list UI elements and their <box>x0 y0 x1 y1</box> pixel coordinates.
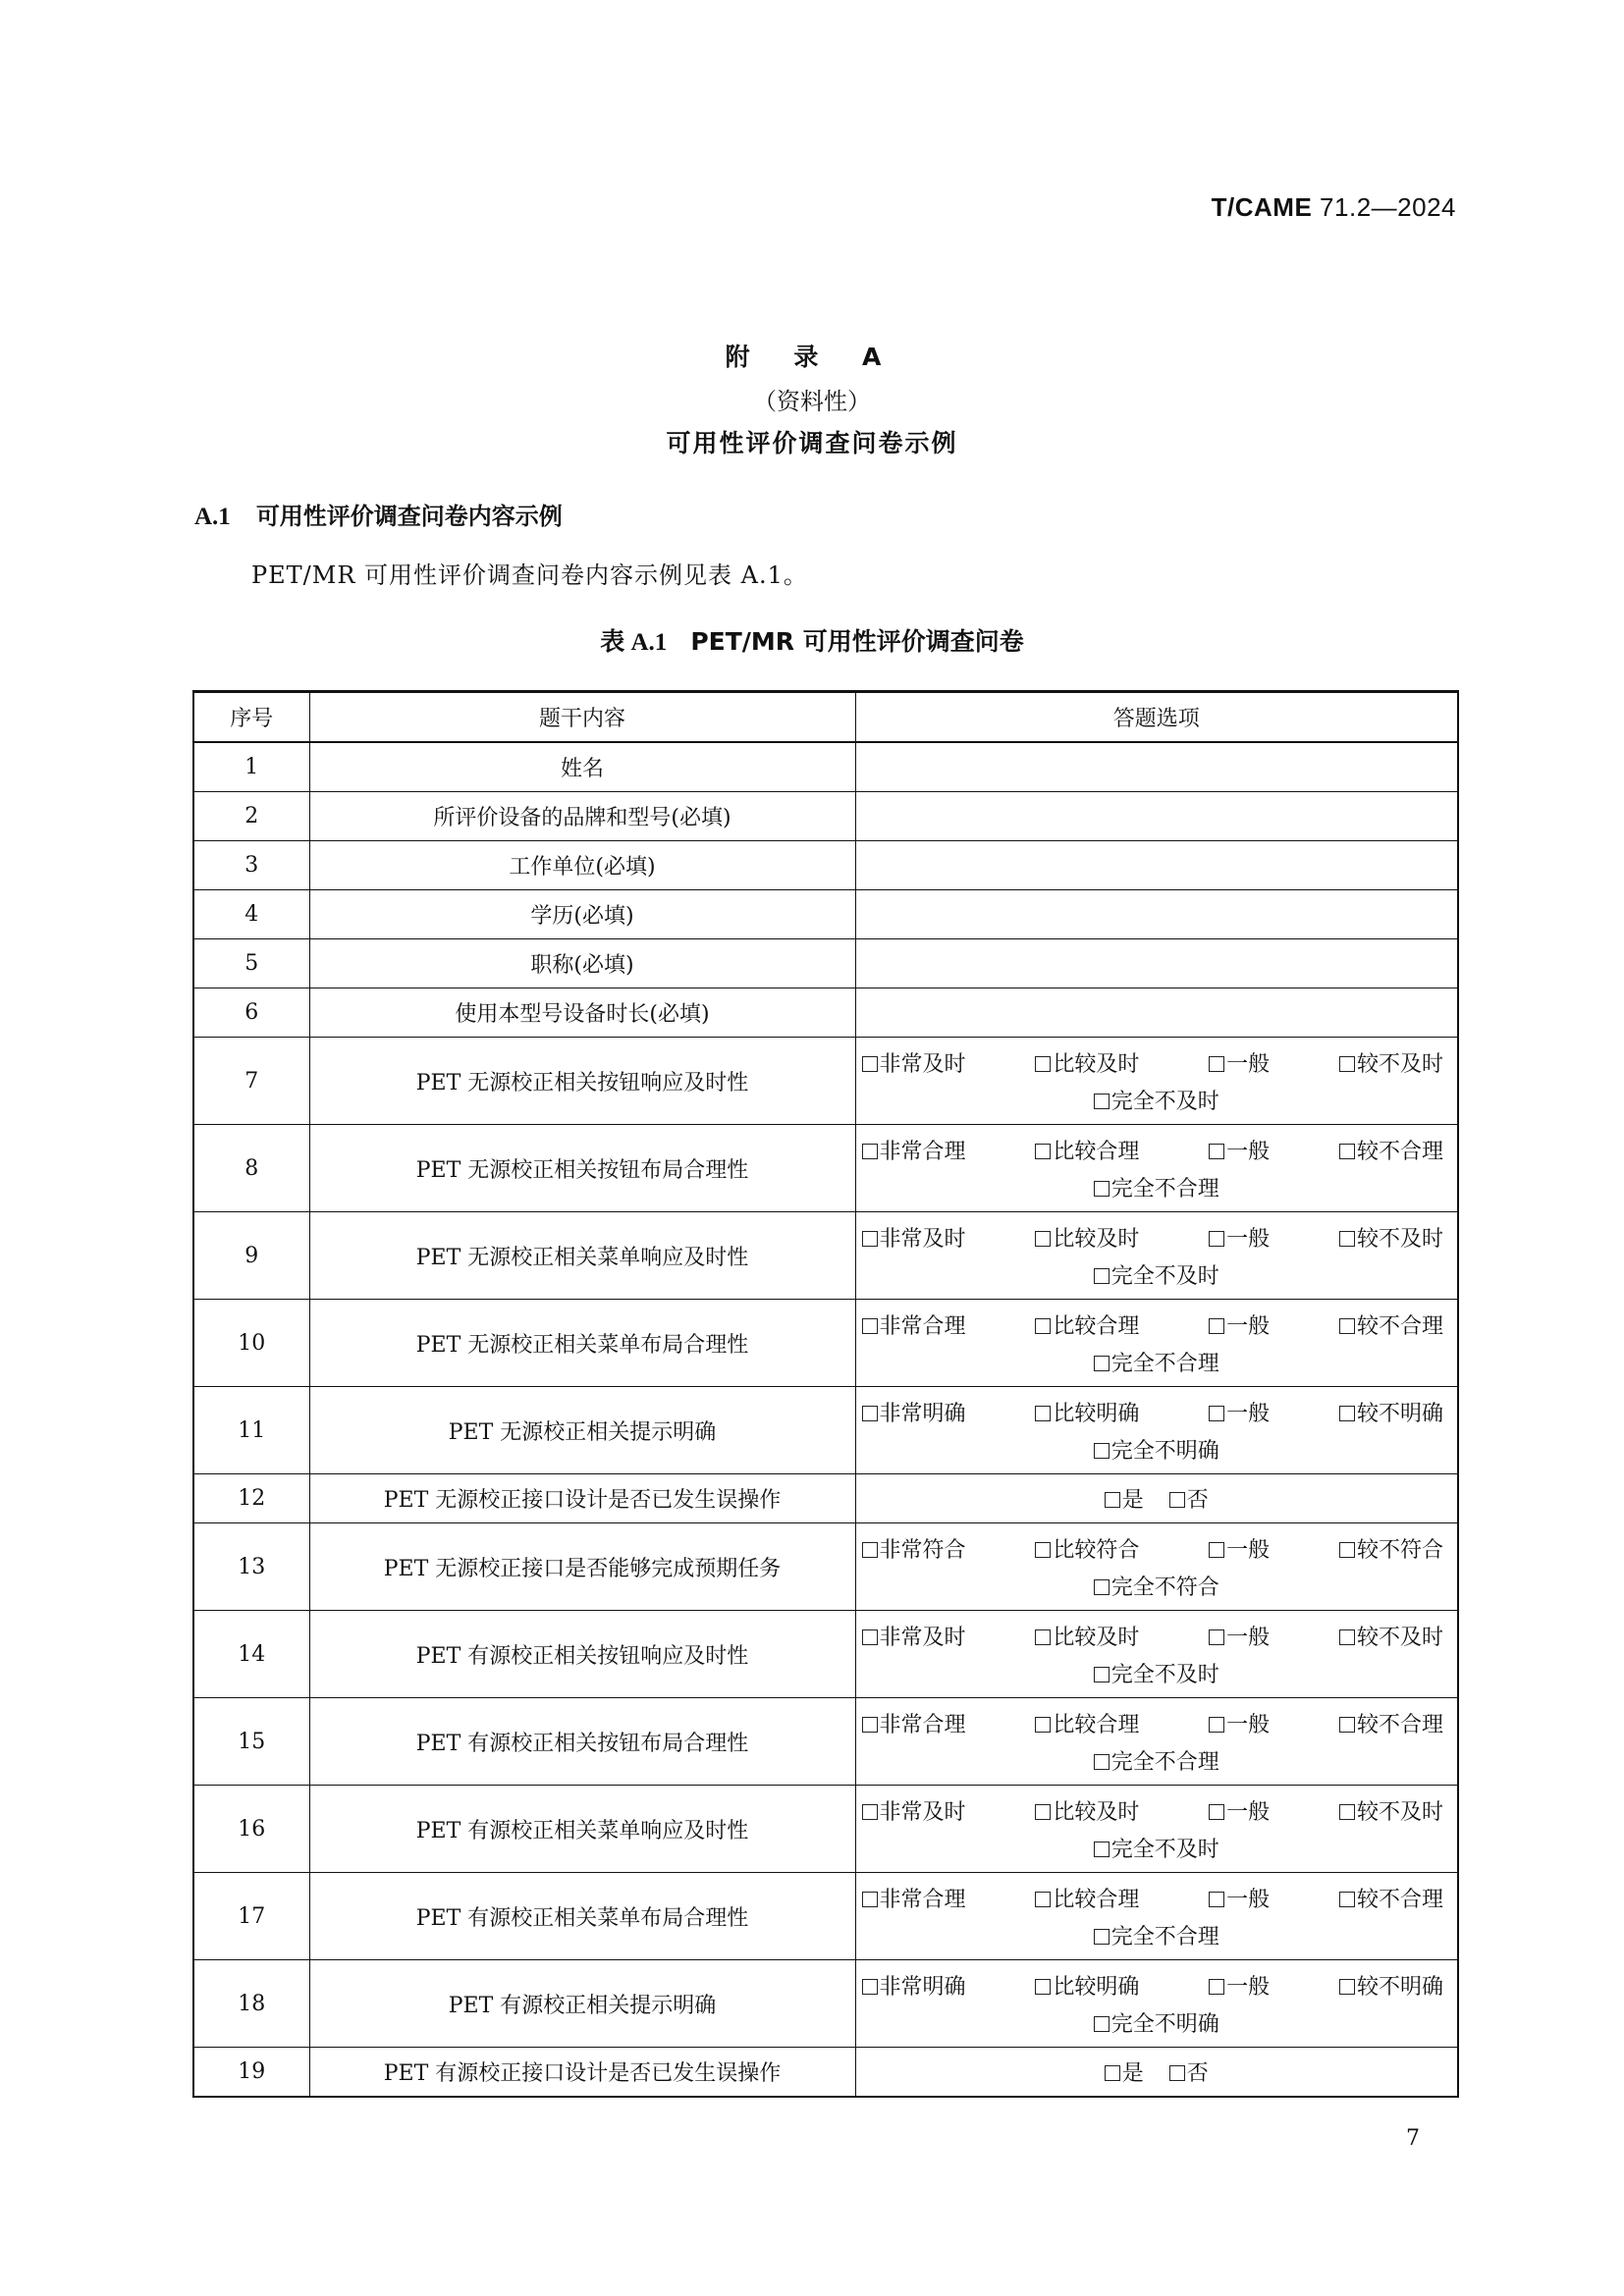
checkbox-icon[interactable] <box>1094 1579 1110 1595</box>
row-answer-options <box>855 1038 1458 1125</box>
row-question: PET 无源校正相关提示明确 <box>309 1387 855 1474</box>
checkbox-icon[interactable] <box>1209 1231 1224 1247</box>
section-heading <box>194 497 563 531</box>
option-label: 一般 <box>1226 1401 1271 1426</box>
row-answer-options <box>855 1786 1458 1873</box>
option-label: 非常及时 <box>879 1051 966 1077</box>
table-row <box>193 1786 1458 1873</box>
option-label: 非常符合 <box>879 1537 966 1563</box>
section-number: A.1 <box>194 504 231 530</box>
row-serial: 11 <box>193 1387 309 1474</box>
answer-option[interactable] <box>1339 1533 1443 1564</box>
option-label: 是 <box>1121 1488 1144 1513</box>
option-label: 完全不明确 <box>1110 2011 1219 2037</box>
option-label: 一般 <box>1226 1139 1271 1164</box>
answer-option[interactable] <box>1339 1621 1443 1651</box>
option-label: 一般 <box>1226 1799 1271 1825</box>
checkbox-icon[interactable] <box>1035 1717 1051 1733</box>
options-line <box>856 1047 1458 1078</box>
answer-option[interactable] <box>1339 1708 1443 1738</box>
option-label: 非常明确 <box>879 1974 966 2000</box>
option-label: 较不合理 <box>1356 1887 1443 1912</box>
option-label: 比较及时 <box>1053 1051 1140 1077</box>
options-line <box>856 1397 1458 1427</box>
row-serial: 8 <box>193 1125 309 1212</box>
row-question: 使用本型号设备时长(必填) <box>309 988 855 1038</box>
header-serial: 序号 <box>193 692 309 743</box>
answer-option[interactable] <box>1169 1483 1209 1514</box>
row-answer-options <box>855 1387 1458 1474</box>
options-line <box>856 1708 1458 1738</box>
answer-option[interactable] <box>1094 1925 1219 1949</box>
checkbox-icon[interactable] <box>862 1629 878 1645</box>
checkbox-icon[interactable] <box>862 1804 878 1820</box>
checkbox-icon[interactable] <box>862 1231 878 1247</box>
option-label: 较不及时 <box>1356 1625 1443 1650</box>
answer-option[interactable] <box>1209 1533 1270 1564</box>
row-serial: 7 <box>193 1038 309 1125</box>
checkbox-icon[interactable] <box>1339 1542 1355 1558</box>
option-label: 非常明确 <box>879 1401 966 1426</box>
options-line <box>856 2007 1458 2038</box>
checkbox-icon[interactable] <box>1094 1667 1110 1682</box>
options-line <box>856 1172 1458 1202</box>
checkbox-icon[interactable] <box>1209 1804 1224 1820</box>
row-serial: 1 <box>193 742 309 792</box>
row-answer-options <box>855 2048 1458 2098</box>
row-serial: 6 <box>193 988 309 1038</box>
checkbox-icon[interactable] <box>1035 1056 1051 1072</box>
standard-number: 71.2—2024 <box>1320 192 1456 222</box>
option-label: 较不合理 <box>1356 1712 1443 1737</box>
option-label: 是 <box>1121 2061 1144 2086</box>
checkbox-icon[interactable] <box>1169 1492 1185 1508</box>
answer-option[interactable] <box>1094 1352 1219 1376</box>
options-line <box>856 1883 1458 1913</box>
answer-option[interactable] <box>1339 1795 1443 1826</box>
answer-option[interactable] <box>1105 1483 1144 1514</box>
option-label: 较不及时 <box>1356 1799 1443 1825</box>
checkbox-icon[interactable] <box>862 1542 878 1558</box>
row-serial: 19 <box>193 2048 309 2098</box>
checkbox-icon[interactable] <box>1035 1629 1051 1645</box>
options-line <box>856 1533 1458 1564</box>
row-serial: 9 <box>193 1212 309 1300</box>
row-question: PET 有源校正相关菜单响应及时性 <box>309 1786 855 1873</box>
answer-option[interactable] <box>1339 1397 1443 1427</box>
checkbox-icon[interactable] <box>1169 2065 1185 2081</box>
option-label: 非常及时 <box>879 1226 966 1252</box>
answer-option[interactable] <box>1339 1970 1443 2001</box>
header-options: 答题选项 <box>855 692 1458 743</box>
option-label: 较不明确 <box>1356 1401 1443 1426</box>
answer-option[interactable] <box>1094 1663 1219 1687</box>
answer-option[interactable] <box>1209 1795 1270 1826</box>
option-label: 一般 <box>1226 1974 1271 2000</box>
options-line <box>856 1571 1458 1601</box>
row-answer-options <box>855 1611 1458 1698</box>
page-number: 7 <box>1406 2126 1420 2151</box>
option-label: 较不及时 <box>1356 1226 1443 1252</box>
body-paragraph: PET/MR 可用性评价调查问卷内容示例见表 A.1。 <box>251 561 808 589</box>
answer-option[interactable] <box>1035 1533 1139 1564</box>
row-answer-options <box>855 1873 1458 1960</box>
options-line <box>856 1621 1458 1651</box>
answer-option[interactable] <box>1035 1970 1139 2001</box>
option-label: 非常合理 <box>879 1712 966 1737</box>
options-line <box>856 1085 1458 1115</box>
row-answer-options <box>855 742 1458 792</box>
option-label: 完全不合理 <box>1110 1924 1219 1949</box>
table-row <box>193 841 1458 890</box>
answer-option[interactable] <box>1209 1309 1270 1340</box>
answer-option[interactable] <box>1094 1750 1219 1775</box>
option-label: 完全不及时 <box>1110 1263 1219 1289</box>
answer-option[interactable] <box>1339 1222 1443 1253</box>
row-question: 姓名 <box>309 742 855 792</box>
option-label: 一般 <box>1226 1887 1271 1912</box>
checkbox-icon[interactable] <box>1339 1318 1355 1334</box>
table-row <box>193 1960 1458 2048</box>
row-question: PET 无源校正相关按钮布局合理性 <box>309 1125 855 1212</box>
answer-option[interactable] <box>1094 2012 1219 2037</box>
answer-option[interactable] <box>1339 1135 1443 1165</box>
answer-option[interactable] <box>1339 1047 1443 1078</box>
options-line <box>856 1135 1458 1165</box>
answer-option[interactable] <box>1035 1222 1139 1253</box>
table-row <box>193 1125 1458 1212</box>
answer-option[interactable] <box>1209 1397 1270 1427</box>
checkbox-icon[interactable] <box>1035 1406 1051 1421</box>
option-label: 一般 <box>1226 1226 1271 1252</box>
option-label: 完全不及时 <box>1110 1837 1219 1862</box>
checkbox-icon[interactable] <box>1209 1056 1224 1072</box>
answer-option[interactable] <box>1035 1047 1139 1078</box>
answer-option[interactable] <box>1094 1439 1219 1464</box>
answer-option[interactable] <box>1035 1708 1139 1738</box>
answer-option[interactable] <box>1035 1309 1139 1340</box>
row-serial: 16 <box>193 1786 309 1873</box>
option-label: 较不符合 <box>1356 1537 1443 1563</box>
row-question: PET 有源校正相关提示明确 <box>309 1960 855 2048</box>
answer-option[interactable] <box>1094 1264 1219 1289</box>
row-question: PET 有源校正相关按钮布局合理性 <box>309 1698 855 1786</box>
checkbox-icon[interactable] <box>862 1056 878 1072</box>
answer-option[interactable] <box>1209 1047 1270 1078</box>
table-row <box>193 1300 1458 1387</box>
checkbox-icon[interactable] <box>1094 1754 1110 1770</box>
row-question: 所评价设备的品牌和型号(必填) <box>309 792 855 841</box>
answer-option[interactable] <box>1209 1621 1270 1651</box>
option-label: 较不合理 <box>1356 1313 1443 1339</box>
option-label: 比较及时 <box>1053 1226 1140 1252</box>
checkbox-icon[interactable] <box>1339 1892 1355 1907</box>
table-row <box>193 742 1458 792</box>
row-question: PET 有源校正相关按钮响应及时性 <box>309 1611 855 1698</box>
option-label: 非常及时 <box>879 1799 966 1825</box>
answer-option[interactable] <box>862 1047 966 1078</box>
answer-option[interactable] <box>1209 1222 1270 1253</box>
option-label: 完全不明确 <box>1110 1438 1219 1464</box>
option-label: 否 <box>1186 1488 1209 1513</box>
checkbox-icon[interactable] <box>1209 1717 1224 1733</box>
row-serial: 12 <box>193 1474 309 1523</box>
checkbox-icon[interactable] <box>1094 1356 1110 1371</box>
answer-option[interactable] <box>862 1708 966 1738</box>
checkbox-icon[interactable] <box>862 1979 878 1995</box>
table-caption-title: PET/MR 可用性评价调查问卷 <box>690 627 1024 656</box>
checkbox-icon[interactable] <box>1035 1979 1051 1995</box>
table-row <box>193 1474 1458 1523</box>
row-question: PET 无源校正接口是否能够完成预期任务 <box>309 1523 855 1611</box>
row-question: 学历(必填) <box>309 890 855 939</box>
row-answer-options <box>855 841 1458 890</box>
table-row <box>193 1387 1458 1474</box>
answer-option[interactable] <box>1035 1883 1139 1913</box>
option-label: 非常合理 <box>879 1313 966 1339</box>
answer-option[interactable] <box>1209 1135 1270 1165</box>
row-answer-options <box>855 792 1458 841</box>
options-line <box>856 1347 1458 1377</box>
option-label: 比较明确 <box>1053 1974 1140 2000</box>
checkbox-icon[interactable] <box>862 1717 878 1733</box>
row-answer-options <box>855 890 1458 939</box>
table-row <box>193 1212 1458 1300</box>
row-question: PET 有源校正相关菜单布局合理性 <box>309 1873 855 1960</box>
option-label: 一般 <box>1226 1313 1271 1339</box>
row-question: PET 有源校正接口设计是否已发生误操作 <box>309 2048 855 2098</box>
checkbox-icon[interactable] <box>1339 1979 1355 1995</box>
option-label: 完全不合理 <box>1110 1351 1219 1376</box>
answer-option[interactable] <box>862 1222 966 1253</box>
options-line <box>856 1222 1458 1253</box>
option-label: 非常合理 <box>879 1139 966 1164</box>
checkbox-icon[interactable] <box>862 1144 878 1159</box>
options-line <box>856 1920 1458 1950</box>
answer-option[interactable] <box>862 1795 966 1826</box>
checkbox-icon[interactable] <box>1105 1492 1120 1508</box>
row-serial: 3 <box>193 841 309 890</box>
checkbox-icon[interactable] <box>1209 1629 1224 1645</box>
option-label: 一般 <box>1226 1051 1271 1077</box>
options-line <box>856 1745 1458 1776</box>
row-serial: 14 <box>193 1611 309 1698</box>
option-label: 比较合理 <box>1053 1139 1140 1164</box>
option-label: 否 <box>1186 2061 1209 2086</box>
checkbox-icon[interactable] <box>1209 1318 1224 1334</box>
checkbox-icon[interactable] <box>862 1892 878 1907</box>
answer-option[interactable] <box>1094 1575 1219 1600</box>
answer-option[interactable] <box>862 1397 966 1427</box>
options-line <box>856 1309 1458 1340</box>
option-label: 较不明确 <box>1356 1974 1443 2000</box>
option-label: 完全不及时 <box>1110 1662 1219 1687</box>
checkbox-icon[interactable] <box>1339 1231 1355 1247</box>
options-line <box>856 1795 1458 1826</box>
answer-option[interactable] <box>862 1309 966 1340</box>
table-body <box>193 742 1458 2097</box>
table-header-row <box>193 692 1458 743</box>
checkbox-icon[interactable] <box>1209 1406 1224 1421</box>
checkbox-icon[interactable] <box>1035 1892 1051 1907</box>
answer-option[interactable] <box>1339 1309 1443 1340</box>
table-caption <box>0 622 1624 658</box>
options-line <box>856 1658 1458 1688</box>
row-question: PET 无源校正接口设计是否已发生误操作 <box>309 1474 855 1523</box>
answer-option[interactable] <box>1094 1177 1219 1201</box>
checkbox-icon[interactable] <box>862 1406 878 1421</box>
row-question: PET 无源校正相关菜单响应及时性 <box>309 1212 855 1300</box>
option-label: 较不及时 <box>1356 1051 1443 1077</box>
option-label: 完全不合理 <box>1110 1176 1219 1201</box>
answer-option[interactable] <box>1339 1883 1443 1913</box>
option-label: 非常合理 <box>879 1887 966 1912</box>
checkbox-icon[interactable] <box>1094 1268 1110 1284</box>
table-row <box>193 890 1458 939</box>
answer-option[interactable] <box>862 1883 966 1913</box>
table-row <box>193 792 1458 841</box>
row-question: PET 无源校正相关菜单布局合理性 <box>309 1300 855 1387</box>
checkbox-icon[interactable] <box>1209 1144 1224 1159</box>
row-serial: 10 <box>193 1300 309 1387</box>
option-label: 比较合理 <box>1053 1712 1140 1737</box>
answer-option[interactable] <box>1035 1621 1139 1651</box>
checkbox-icon[interactable] <box>1339 1629 1355 1645</box>
table-row <box>193 939 1458 988</box>
section-title: 可用性评价调查问卷内容示例 <box>255 503 563 530</box>
row-answer-options <box>855 1960 1458 2048</box>
option-label: 一般 <box>1226 1537 1271 1563</box>
answer-option[interactable] <box>862 1970 966 2001</box>
checkbox-icon[interactable] <box>1035 1318 1051 1334</box>
row-answer-options <box>855 1698 1458 1786</box>
options-line <box>856 1259 1458 1290</box>
row-serial: 4 <box>193 890 309 939</box>
table-row <box>193 1038 1458 1125</box>
answer-option[interactable] <box>1105 2056 1144 2087</box>
row-answer-options <box>855 1523 1458 1611</box>
checkbox-icon[interactable] <box>1035 1804 1051 1820</box>
answer-option[interactable] <box>1035 1795 1139 1826</box>
row-answer-options <box>855 1474 1458 1523</box>
answer-option[interactable] <box>1169 2056 1209 2087</box>
checkbox-icon[interactable] <box>1209 1979 1224 1995</box>
checkbox-icon[interactable] <box>1105 2065 1120 2081</box>
row-answer-options <box>855 1125 1458 1212</box>
table-row <box>193 988 1458 1038</box>
checkbox-icon[interactable] <box>1094 1443 1110 1459</box>
checkbox-icon[interactable] <box>862 1318 878 1334</box>
yes-no-options <box>856 2056 1458 2087</box>
checkbox-icon[interactable] <box>1209 1542 1224 1558</box>
row-answer-options <box>855 988 1458 1038</box>
annex-name: 可用性评价调查问卷示例 <box>666 429 958 457</box>
option-label: 一般 <box>1226 1712 1271 1737</box>
row-serial: 2 <box>193 792 309 841</box>
checkbox-icon[interactable] <box>1339 1717 1355 1733</box>
standard-prefix: T/CAME <box>1211 192 1313 222</box>
answer-option[interactable] <box>1209 1708 1270 1738</box>
checkbox-icon[interactable] <box>1094 1181 1110 1197</box>
checkbox-icon[interactable] <box>1339 1804 1355 1820</box>
option-label: 比较合理 <box>1053 1887 1140 1912</box>
option-label: 非常及时 <box>879 1625 966 1650</box>
option-label: 完全不符合 <box>1110 1575 1219 1600</box>
annex-title: 附 录 A <box>725 343 899 371</box>
table-row <box>193 1523 1458 1611</box>
checkbox-icon[interactable] <box>1035 1144 1051 1159</box>
row-question: PET 无源校正相关按钮响应及时性 <box>309 1038 855 1125</box>
options-line <box>856 1970 1458 2001</box>
table-caption-number: 表 A.1 <box>600 629 668 656</box>
answer-option[interactable] <box>1035 1397 1139 1427</box>
option-label: 比较符合 <box>1053 1537 1140 1563</box>
option-label: 比较合理 <box>1053 1313 1140 1339</box>
checkbox-icon[interactable] <box>1094 1094 1110 1109</box>
table-row <box>193 1698 1458 1786</box>
standard-code <box>1212 192 1456 223</box>
checkbox-icon[interactable] <box>1094 1842 1110 1857</box>
answer-option[interactable] <box>862 1135 966 1165</box>
answer-option[interactable] <box>1209 1970 1270 2001</box>
row-serial: 18 <box>193 1960 309 2048</box>
questionnaire-table <box>192 690 1459 2098</box>
checkbox-icon[interactable] <box>1339 1056 1355 1072</box>
checkbox-icon[interactable] <box>1339 1406 1355 1421</box>
answer-option[interactable] <box>1094 1838 1219 1862</box>
header-question: 题干内容 <box>309 692 855 743</box>
option-label: 一般 <box>1226 1625 1271 1650</box>
answer-option[interactable] <box>1035 1135 1139 1165</box>
row-answer-options <box>855 1300 1458 1387</box>
checkbox-icon[interactable] <box>1209 1892 1224 1907</box>
row-question: 职称(必填) <box>309 939 855 988</box>
answer-option[interactable] <box>1209 1883 1270 1913</box>
checkbox-icon[interactable] <box>1094 1929 1110 1945</box>
option-label: 较不合理 <box>1356 1139 1443 1164</box>
checkbox-icon[interactable] <box>1339 1144 1355 1159</box>
option-label: 完全不合理 <box>1110 1749 1219 1775</box>
table-row <box>193 1611 1458 1698</box>
row-answer-options <box>855 939 1458 988</box>
option-label: 比较明确 <box>1053 1401 1140 1426</box>
option-label: 比较及时 <box>1053 1799 1140 1825</box>
answer-option[interactable] <box>1094 1090 1219 1114</box>
answer-option[interactable] <box>862 1621 966 1651</box>
checkbox-icon[interactable] <box>1035 1542 1051 1558</box>
answer-option[interactable] <box>862 1533 966 1564</box>
row-question: 工作单位(必填) <box>309 841 855 890</box>
options-line <box>856 1434 1458 1465</box>
yes-no-options <box>856 1483 1458 1514</box>
options-line <box>856 1833 1458 1863</box>
checkbox-icon[interactable] <box>1035 1231 1051 1247</box>
table-row <box>193 2048 1458 2098</box>
row-serial: 15 <box>193 1698 309 1786</box>
option-label: 比较及时 <box>1053 1625 1140 1650</box>
checkbox-icon[interactable] <box>1094 2016 1110 2032</box>
row-serial: 17 <box>193 1873 309 1960</box>
table-row <box>193 1873 1458 1960</box>
annex-type: （资料性） <box>753 388 871 415</box>
option-label: 完全不及时 <box>1110 1089 1219 1114</box>
row-answer-options <box>855 1212 1458 1300</box>
row-serial: 5 <box>193 939 309 988</box>
row-serial: 13 <box>193 1523 309 1611</box>
